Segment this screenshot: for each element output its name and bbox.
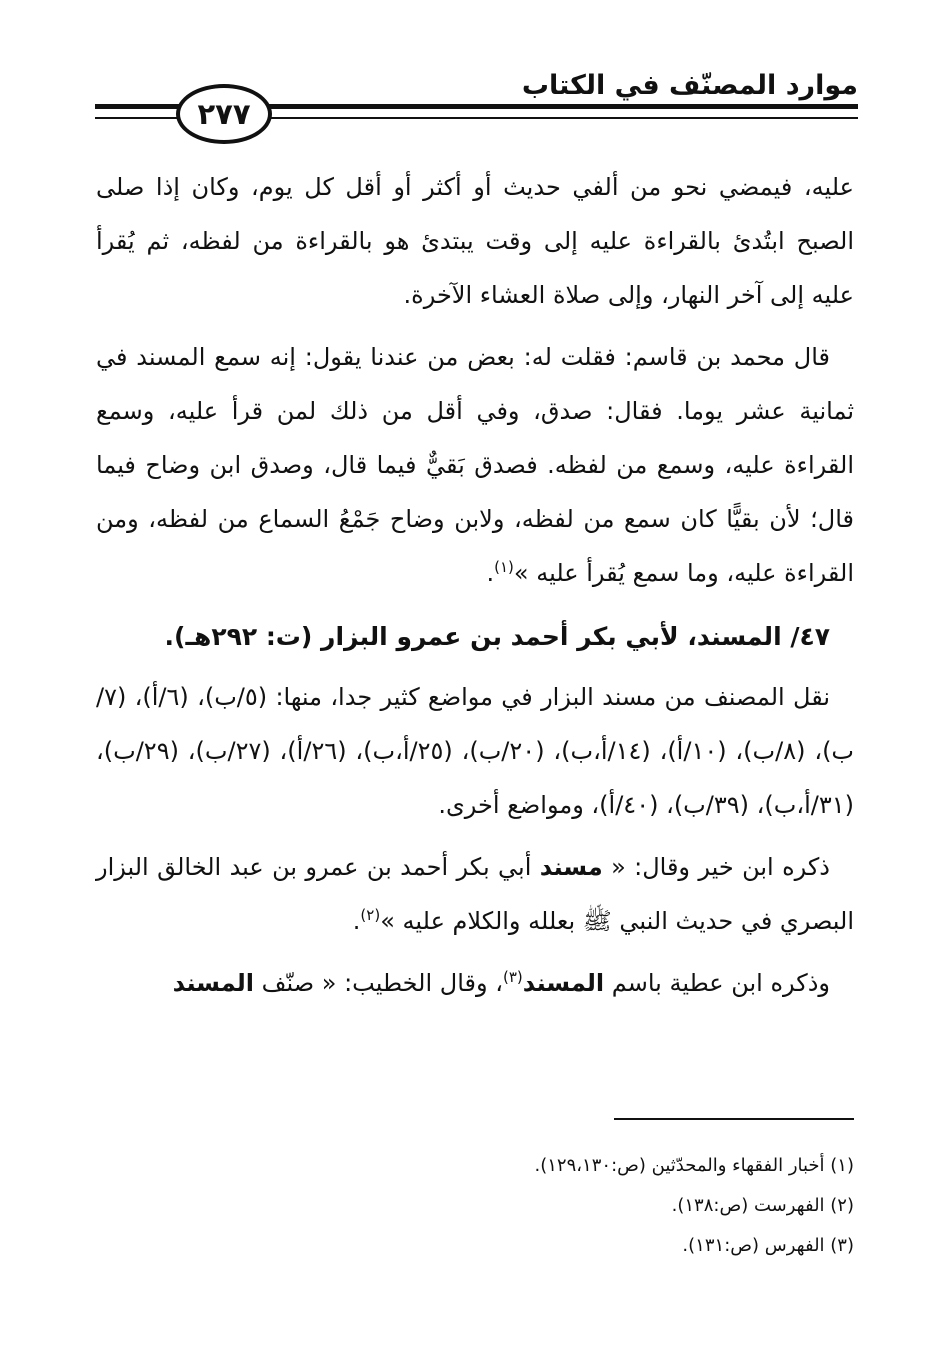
paragraph-5-text-b: ، وقال الخطيب: « صنّف [254,969,503,997]
footnote-ref-3[interactable]: (٣) [502,968,523,986]
body-text [96,160,854,1018]
paragraph-3: نقل المصنف من مسند البزار في مواضع كثير جدا، منها: (٥/ب)، (٦/أ)، (٧/ب)، (٨/ب)، (١٠/أ)، (١٤/أ،ب)، (٢٠/ب)، (٢٥/أ،ب)، (٢٦/أ)، (٢٧/ب)، (٢٩/ب)، (٣١/أ،ب)، (٣٩/ب)، (٤٠/أ)، ومواضع أخرى. [96,683,855,819]
paragraph-2-end: . [486,559,495,587]
footnote-ref-1[interactable]: (١) [494,558,514,576]
running-title: موارد المصنّف في الكتاب [521,70,858,101]
page-number-oval [176,84,272,144]
paragraph-5-bold-2: المسند [172,969,255,997]
page-number: ٢٧٧ [197,97,251,131]
footnote-1: (١) أخبار الفقهاء والمحدّثين (ص:١٢٩،١٣٠). [534,1155,854,1176]
footnote-separator [614,1118,854,1120]
footnote-ref-2[interactable]: (٢) [360,906,381,924]
paragraph-4-text-a: ذكره ابن خير وقال: « [602,853,830,881]
footnotes [96,1146,854,1266]
paragraph-4-bold: مسند [539,853,603,881]
footnote-2: (٢) الفهرست (ص:١٣٨). [671,1195,854,1216]
paragraph-5 [96,956,854,1010]
paragraph-2-text: قال محمد بن قاسم: فقلت له: بعض من عندنا يقول: إنه سمع المسند في ثمانية عشر يوما. فقال: صدق، وفي أقل من ذلك لمن قرأ عليه، وسمع القراءة عليه، وسمع من لفظه. فصدق بَقيٌّ فيما قال، وصدق ابن وضاح فيما قال؛ لأن بقيًّا كان سمع من لفظه، ولابن وضاح جَمْعُ السماع من لفظه، ومن القراءة عليه، وما سمع يُقرأ عليه » [96,343,854,587]
paragraph-5-bold-1: المسند [522,969,605,997]
paragraph-1: عليه، فيمضي نحو من ألفي حديث أو أكثر أو أقل كل يوم، وكان إذا صلى الصبح ابتُدئ بالقراءة عليه إلى وقت يبتدئ هو بالقراءة من لفظه، ثم يُقرأ عليه إلى آخر النهار، وإلى صلاة العشاء الآخرة. [96,173,854,309]
paragraph-4-text-b: أبي بكر أحمد بن عمرو بن عبد الخالق البزار البصري في حديث النبي ﷺ بعلله والكلام عليه » [96,853,854,935]
paragraph-2 [96,330,854,600]
footnote-3: (٣) الفهرس (ص:١٣١). [682,1235,854,1256]
paragraph-4 [96,840,854,948]
paragraph-5-text-a: وذكره ابن عطية باسم [604,969,830,997]
paragraph-4-end: . [352,907,361,935]
section-heading: ٤٧/ المسند، لأبي بكر أحمد بن عمرو البزار (ت: ٢٩٢هـ). [164,622,830,651]
